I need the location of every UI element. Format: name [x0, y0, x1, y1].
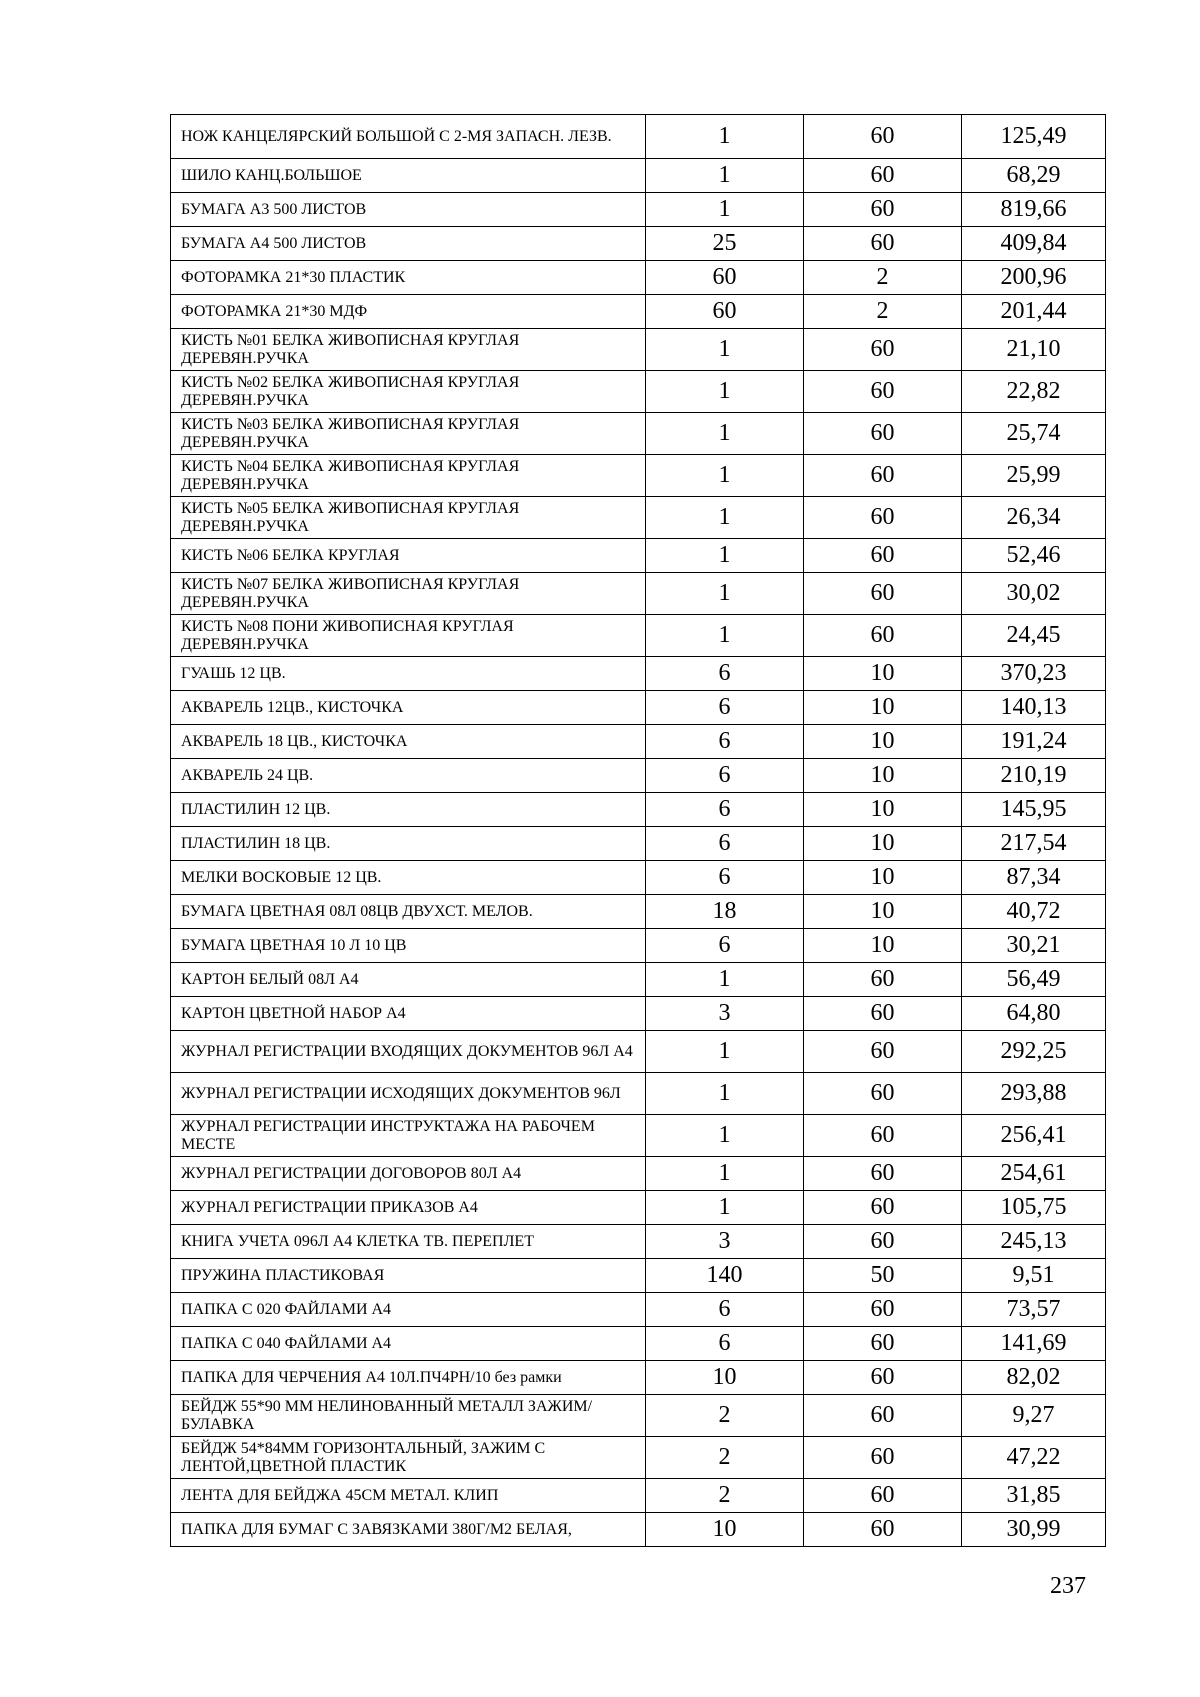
item-name-cell: ФОТОРАМКА 21*30 ПЛАСТИК	[171, 261, 646, 295]
table-row	[171, 1437, 1106, 1479]
item-price-cell: 105,75	[962, 1191, 1106, 1225]
item-name-cell: КНИГА УЧЕТА 096Л А4 КЛЕТКА ТВ. ПЕРЕПЛЕТ	[171, 1225, 646, 1259]
item-name-cell: БУМАГА ЦВЕТНАЯ 08Л 08ЦВ ДВУХСТ. МЕЛОВ.	[171, 895, 646, 929]
item-price-cell: 409,84	[962, 227, 1106, 261]
item-name-cell: БЕЙДЖ 54*84ММ ГОРИЗОНТАЛЬНЫЙ, ЗАЖИМ С ЛЕНТОЙ,ЦВЕТНОЙ ПЛАСТИК	[171, 1437, 646, 1479]
table-row	[171, 159, 1106, 193]
item-price-cell: 141,69	[962, 1327, 1106, 1361]
table-row	[171, 1479, 1106, 1513]
item-name-cell: БЕЙДЖ 55*90 ММ НЕЛИНОВАННЫЙ МЕТАЛЛ ЗАЖИМ/БУЛАВКА	[171, 1395, 646, 1437]
item-term-cell: 10	[804, 929, 962, 963]
item-term-cell: 60	[804, 159, 962, 193]
item-price-cell: 293,88	[962, 1073, 1106, 1115]
item-term-cell: 60	[804, 539, 962, 573]
item-quantity-cell: 25	[646, 227, 804, 261]
item-quantity-cell: 1	[646, 193, 804, 227]
item-price-cell: 200,96	[962, 261, 1106, 295]
item-price-cell: 254,61	[962, 1157, 1106, 1191]
item-price-cell: 217,54	[962, 827, 1106, 861]
table-row	[171, 793, 1106, 827]
item-term-cell: 60	[804, 997, 962, 1031]
table-row	[171, 615, 1106, 657]
item-price-cell: 40,72	[962, 895, 1106, 929]
item-name-cell: КИСТЬ №01 БЕЛКА ЖИВОПИСНАЯ КРУГЛАЯ ДЕРЕВЯН.РУЧКА	[171, 329, 646, 371]
table-row	[171, 497, 1106, 539]
item-price-cell: 30,02	[962, 573, 1106, 615]
item-quantity-cell: 2	[646, 1479, 804, 1513]
item-name-cell: ЖУРНАЛ РЕГИСТРАЦИИ ДОГОВОРОВ 80Л А4	[171, 1157, 646, 1191]
item-quantity-cell: 60	[646, 261, 804, 295]
item-name-cell: МЕЛКИ ВОСКОВЫЕ 12 ЦВ.	[171, 861, 646, 895]
table-row	[171, 1259, 1106, 1293]
item-name-cell: ЛЕНТА ДЛЯ БЕЙДЖА 45СМ МЕТАЛ. КЛИП	[171, 1479, 646, 1513]
item-name-cell: АКВАРЕЛЬ 24 ЦВ.	[171, 759, 646, 793]
item-price-cell: 140,13	[962, 691, 1106, 725]
item-name-cell: ПРУЖИНА ПЛАСТИКОВАЯ	[171, 1259, 646, 1293]
item-name-cell: ПАПКА С 040 ФАЙЛАМИ А4	[171, 1327, 646, 1361]
table-row	[171, 657, 1106, 691]
item-quantity-cell: 10	[646, 1361, 804, 1395]
items-table	[170, 114, 1106, 1547]
item-name-cell: ЖУРНАЛ РЕГИСТРАЦИИ ПРИКАЗОВ А4	[171, 1191, 646, 1225]
item-quantity-cell: 6	[646, 861, 804, 895]
item-price-cell: 47,22	[962, 1437, 1106, 1479]
item-price-cell: 52,46	[962, 539, 1106, 573]
item-term-cell: 2	[804, 261, 962, 295]
table-row	[171, 295, 1106, 329]
item-quantity-cell: 1	[646, 1191, 804, 1225]
item-name-cell: БУМАГА ЦВЕТНАЯ 10 Л 10 ЦВ	[171, 929, 646, 963]
table-row	[171, 1191, 1106, 1225]
item-term-cell: 60	[804, 1073, 962, 1115]
item-quantity-cell: 1	[646, 497, 804, 539]
item-quantity-cell: 6	[646, 827, 804, 861]
item-term-cell: 60	[804, 455, 962, 497]
item-quantity-cell: 60	[646, 295, 804, 329]
item-quantity-cell: 3	[646, 997, 804, 1031]
table-row	[171, 413, 1106, 455]
item-name-cell: КИСТЬ №08 ПОНИ ЖИВОПИСНАЯ КРУГЛАЯ ДЕРЕВЯН.РУЧКА	[171, 615, 646, 657]
item-quantity-cell: 140	[646, 1259, 804, 1293]
table-row	[171, 193, 1106, 227]
item-term-cell: 60	[804, 227, 962, 261]
item-price-cell: 256,41	[962, 1115, 1106, 1157]
item-name-cell: КИСТЬ №02 БЕЛКА ЖИВОПИСНАЯ КРУГЛАЯ ДЕРЕВЯН.РУЧКА	[171, 371, 646, 413]
item-price-cell: 82,02	[962, 1361, 1106, 1395]
item-term-cell: 60	[804, 1115, 962, 1157]
item-name-cell: БУМАГА А3 500 ЛИСТОВ	[171, 193, 646, 227]
item-quantity-cell: 6	[646, 929, 804, 963]
item-name-cell: БУМАГА А4 500 ЛИСТОВ	[171, 227, 646, 261]
item-quantity-cell: 3	[646, 1225, 804, 1259]
table-row	[171, 725, 1106, 759]
item-term-cell: 2	[804, 295, 962, 329]
item-name-cell: ЖУРНАЛ РЕГИСТРАЦИИ ВХОДЯЩИХ ДОКУМЕНТОВ 96Л А4	[171, 1031, 646, 1073]
item-quantity-cell: 6	[646, 759, 804, 793]
item-price-cell: 26,34	[962, 497, 1106, 539]
item-term-cell: 60	[804, 193, 962, 227]
item-term-cell: 60	[804, 371, 962, 413]
item-price-cell: 21,10	[962, 329, 1106, 371]
item-price-cell: 30,21	[962, 929, 1106, 963]
item-term-cell: 10	[804, 691, 962, 725]
item-name-cell: АКВАРЕЛЬ 18 ЦВ., КИСТОЧКА	[171, 725, 646, 759]
table-row	[171, 1361, 1106, 1395]
item-quantity-cell: 6	[646, 691, 804, 725]
table-row	[171, 1031, 1106, 1073]
item-term-cell: 10	[804, 793, 962, 827]
item-price-cell: 292,25	[962, 1031, 1106, 1073]
item-term-cell: 10	[804, 895, 962, 929]
table-row	[171, 1513, 1106, 1547]
item-price-cell: 145,95	[962, 793, 1106, 827]
item-name-cell: КИСТЬ №04 БЕЛКА ЖИВОПИСНАЯ КРУГЛАЯ ДЕРЕВЯН.РУЧКА	[171, 455, 646, 497]
item-price-cell: 201,44	[962, 295, 1106, 329]
item-term-cell: 60	[804, 1513, 962, 1547]
table-row	[171, 1395, 1106, 1437]
item-quantity-cell: 1	[646, 371, 804, 413]
item-price-cell: 24,45	[962, 615, 1106, 657]
item-quantity-cell: 1	[646, 615, 804, 657]
item-price-cell: 30,99	[962, 1513, 1106, 1547]
table-row	[171, 261, 1106, 295]
item-term-cell: 60	[804, 1157, 962, 1191]
table-row	[171, 895, 1106, 929]
item-name-cell: ПЛАСТИЛИН 18 ЦВ.	[171, 827, 646, 861]
item-term-cell: 50	[804, 1259, 962, 1293]
item-term-cell: 10	[804, 759, 962, 793]
item-quantity-cell: 1	[646, 1157, 804, 1191]
item-term-cell: 60	[804, 1031, 962, 1073]
table-row	[171, 827, 1106, 861]
item-quantity-cell: 1	[646, 455, 804, 497]
item-name-cell: КАРТОН ЦВЕТНОЙ НАБОР А4	[171, 997, 646, 1031]
table-row	[171, 929, 1106, 963]
items-table-body	[171, 115, 1106, 1547]
item-term-cell: 60	[804, 115, 962, 159]
item-quantity-cell: 1	[646, 573, 804, 615]
item-price-cell: 370,23	[962, 657, 1106, 691]
item-name-cell: АКВАРЕЛЬ 12ЦВ., КИСТОЧКА	[171, 691, 646, 725]
item-price-cell: 87,34	[962, 861, 1106, 895]
table-row	[171, 227, 1106, 261]
item-quantity-cell: 6	[646, 793, 804, 827]
item-term-cell: 60	[804, 1191, 962, 1225]
item-term-cell: 60	[804, 413, 962, 455]
item-price-cell: 31,85	[962, 1479, 1106, 1513]
item-term-cell: 60	[804, 1437, 962, 1479]
item-name-cell: КАРТОН БЕЛЫЙ 08Л А4	[171, 963, 646, 997]
item-price-cell: 819,66	[962, 193, 1106, 227]
table-row	[171, 1157, 1106, 1191]
item-term-cell: 60	[804, 573, 962, 615]
item-term-cell: 10	[804, 861, 962, 895]
item-quantity-cell: 1	[646, 963, 804, 997]
item-term-cell: 60	[804, 1225, 962, 1259]
table-row	[171, 1293, 1106, 1327]
table-row	[171, 759, 1106, 793]
item-name-cell: КИСТЬ №03 БЕЛКА ЖИВОПИСНАЯ КРУГЛАЯ ДЕРЕВЯН.РУЧКА	[171, 413, 646, 455]
item-quantity-cell: 1	[646, 115, 804, 159]
item-term-cell: 60	[804, 1395, 962, 1437]
table-row	[171, 1115, 1106, 1157]
table-row	[171, 573, 1106, 615]
item-name-cell: ЖУРНАЛ РЕГИСТРАЦИИ ИСХОДЯЩИХ ДОКУМЕНТОВ 96Л	[171, 1073, 646, 1115]
item-name-cell: КИСТЬ №06 БЕЛКА КРУГЛАЯ	[171, 539, 646, 573]
item-term-cell: 60	[804, 329, 962, 371]
item-price-cell: 210,19	[962, 759, 1106, 793]
item-price-cell: 245,13	[962, 1225, 1106, 1259]
item-price-cell: 191,24	[962, 725, 1106, 759]
table-row	[171, 329, 1106, 371]
item-term-cell: 10	[804, 725, 962, 759]
item-quantity-cell: 6	[646, 725, 804, 759]
item-quantity-cell: 2	[646, 1437, 804, 1479]
item-price-cell: 25,99	[962, 455, 1106, 497]
item-price-cell: 125,49	[962, 115, 1106, 159]
item-term-cell: 10	[804, 657, 962, 691]
item-term-cell: 60	[804, 1479, 962, 1513]
item-quantity-cell: 1	[646, 539, 804, 573]
item-price-cell: 25,74	[962, 413, 1106, 455]
item-quantity-cell: 2	[646, 1395, 804, 1437]
item-quantity-cell: 6	[646, 657, 804, 691]
page-number: 237	[1050, 1573, 1086, 1599]
table-row	[171, 115, 1106, 159]
item-name-cell: ПЛАСТИЛИН 12 ЦВ.	[171, 793, 646, 827]
item-price-cell: 68,29	[962, 159, 1106, 193]
item-term-cell: 60	[804, 1361, 962, 1395]
item-quantity-cell: 1	[646, 329, 804, 371]
item-price-cell: 64,80	[962, 997, 1106, 1031]
item-name-cell: КИСТЬ №07 БЕЛКА ЖИВОПИСНАЯ КРУГЛАЯ ДЕРЕВЯН.РУЧКА	[171, 573, 646, 615]
table-row	[171, 1073, 1106, 1115]
item-term-cell: 60	[804, 963, 962, 997]
item-term-cell: 60	[804, 615, 962, 657]
item-quantity-cell: 1	[646, 1073, 804, 1115]
item-name-cell: ШИЛО КАНЦ.БОЛЬШОЕ	[171, 159, 646, 193]
table-row	[171, 997, 1106, 1031]
item-quantity-cell: 18	[646, 895, 804, 929]
item-name-cell: НОЖ КАНЦЕЛЯРСКИЙ БОЛЬШОЙ С 2-МЯ ЗАПАСН. ЛЕЗВ.	[171, 115, 646, 159]
table-row	[171, 1327, 1106, 1361]
table-row	[171, 691, 1106, 725]
item-price-cell: 56,49	[962, 963, 1106, 997]
item-name-cell: КИСТЬ №05 БЕЛКА ЖИВОПИСНАЯ КРУГЛАЯ ДЕРЕВЯН.РУЧКА	[171, 497, 646, 539]
item-quantity-cell: 1	[646, 413, 804, 455]
item-quantity-cell: 1	[646, 159, 804, 193]
item-term-cell: 60	[804, 1327, 962, 1361]
item-name-cell: ПАПКА ДЛЯ ЧЕРЧЕНИЯ А4 10Л.ПЧ4РН/10 без рамки	[171, 1361, 646, 1395]
item-term-cell: 60	[804, 497, 962, 539]
item-quantity-cell: 6	[646, 1293, 804, 1327]
item-term-cell: 10	[804, 827, 962, 861]
item-quantity-cell: 6	[646, 1327, 804, 1361]
item-quantity-cell: 1	[646, 1115, 804, 1157]
item-name-cell: ФОТОРАМКА 21*30 МДФ	[171, 295, 646, 329]
item-quantity-cell: 1	[646, 1031, 804, 1073]
item-name-cell: ЖУРНАЛ РЕГИСТРАЦИИ ИНСТРУКТАЖА НА РАБОЧЕМ МЕСТЕ	[171, 1115, 646, 1157]
item-price-cell: 9,51	[962, 1259, 1106, 1293]
table-row	[171, 1225, 1106, 1259]
item-price-cell: 9,27	[962, 1395, 1106, 1437]
table-row	[171, 539, 1106, 573]
table-row	[171, 861, 1106, 895]
item-quantity-cell: 10	[646, 1513, 804, 1547]
item-price-cell: 73,57	[962, 1293, 1106, 1327]
table-row	[171, 963, 1106, 997]
item-name-cell: ГУАШЬ 12 ЦВ.	[171, 657, 646, 691]
item-name-cell: ПАПКА С 020 ФАЙЛАМИ А4	[171, 1293, 646, 1327]
item-price-cell: 22,82	[962, 371, 1106, 413]
table-row	[171, 455, 1106, 497]
item-name-cell: ПАПКА ДЛЯ БУМАГ С ЗАВЯЗКАМИ 380Г/М2 БЕЛАЯ,	[171, 1513, 646, 1547]
item-term-cell: 60	[804, 1293, 962, 1327]
table-row	[171, 371, 1106, 413]
